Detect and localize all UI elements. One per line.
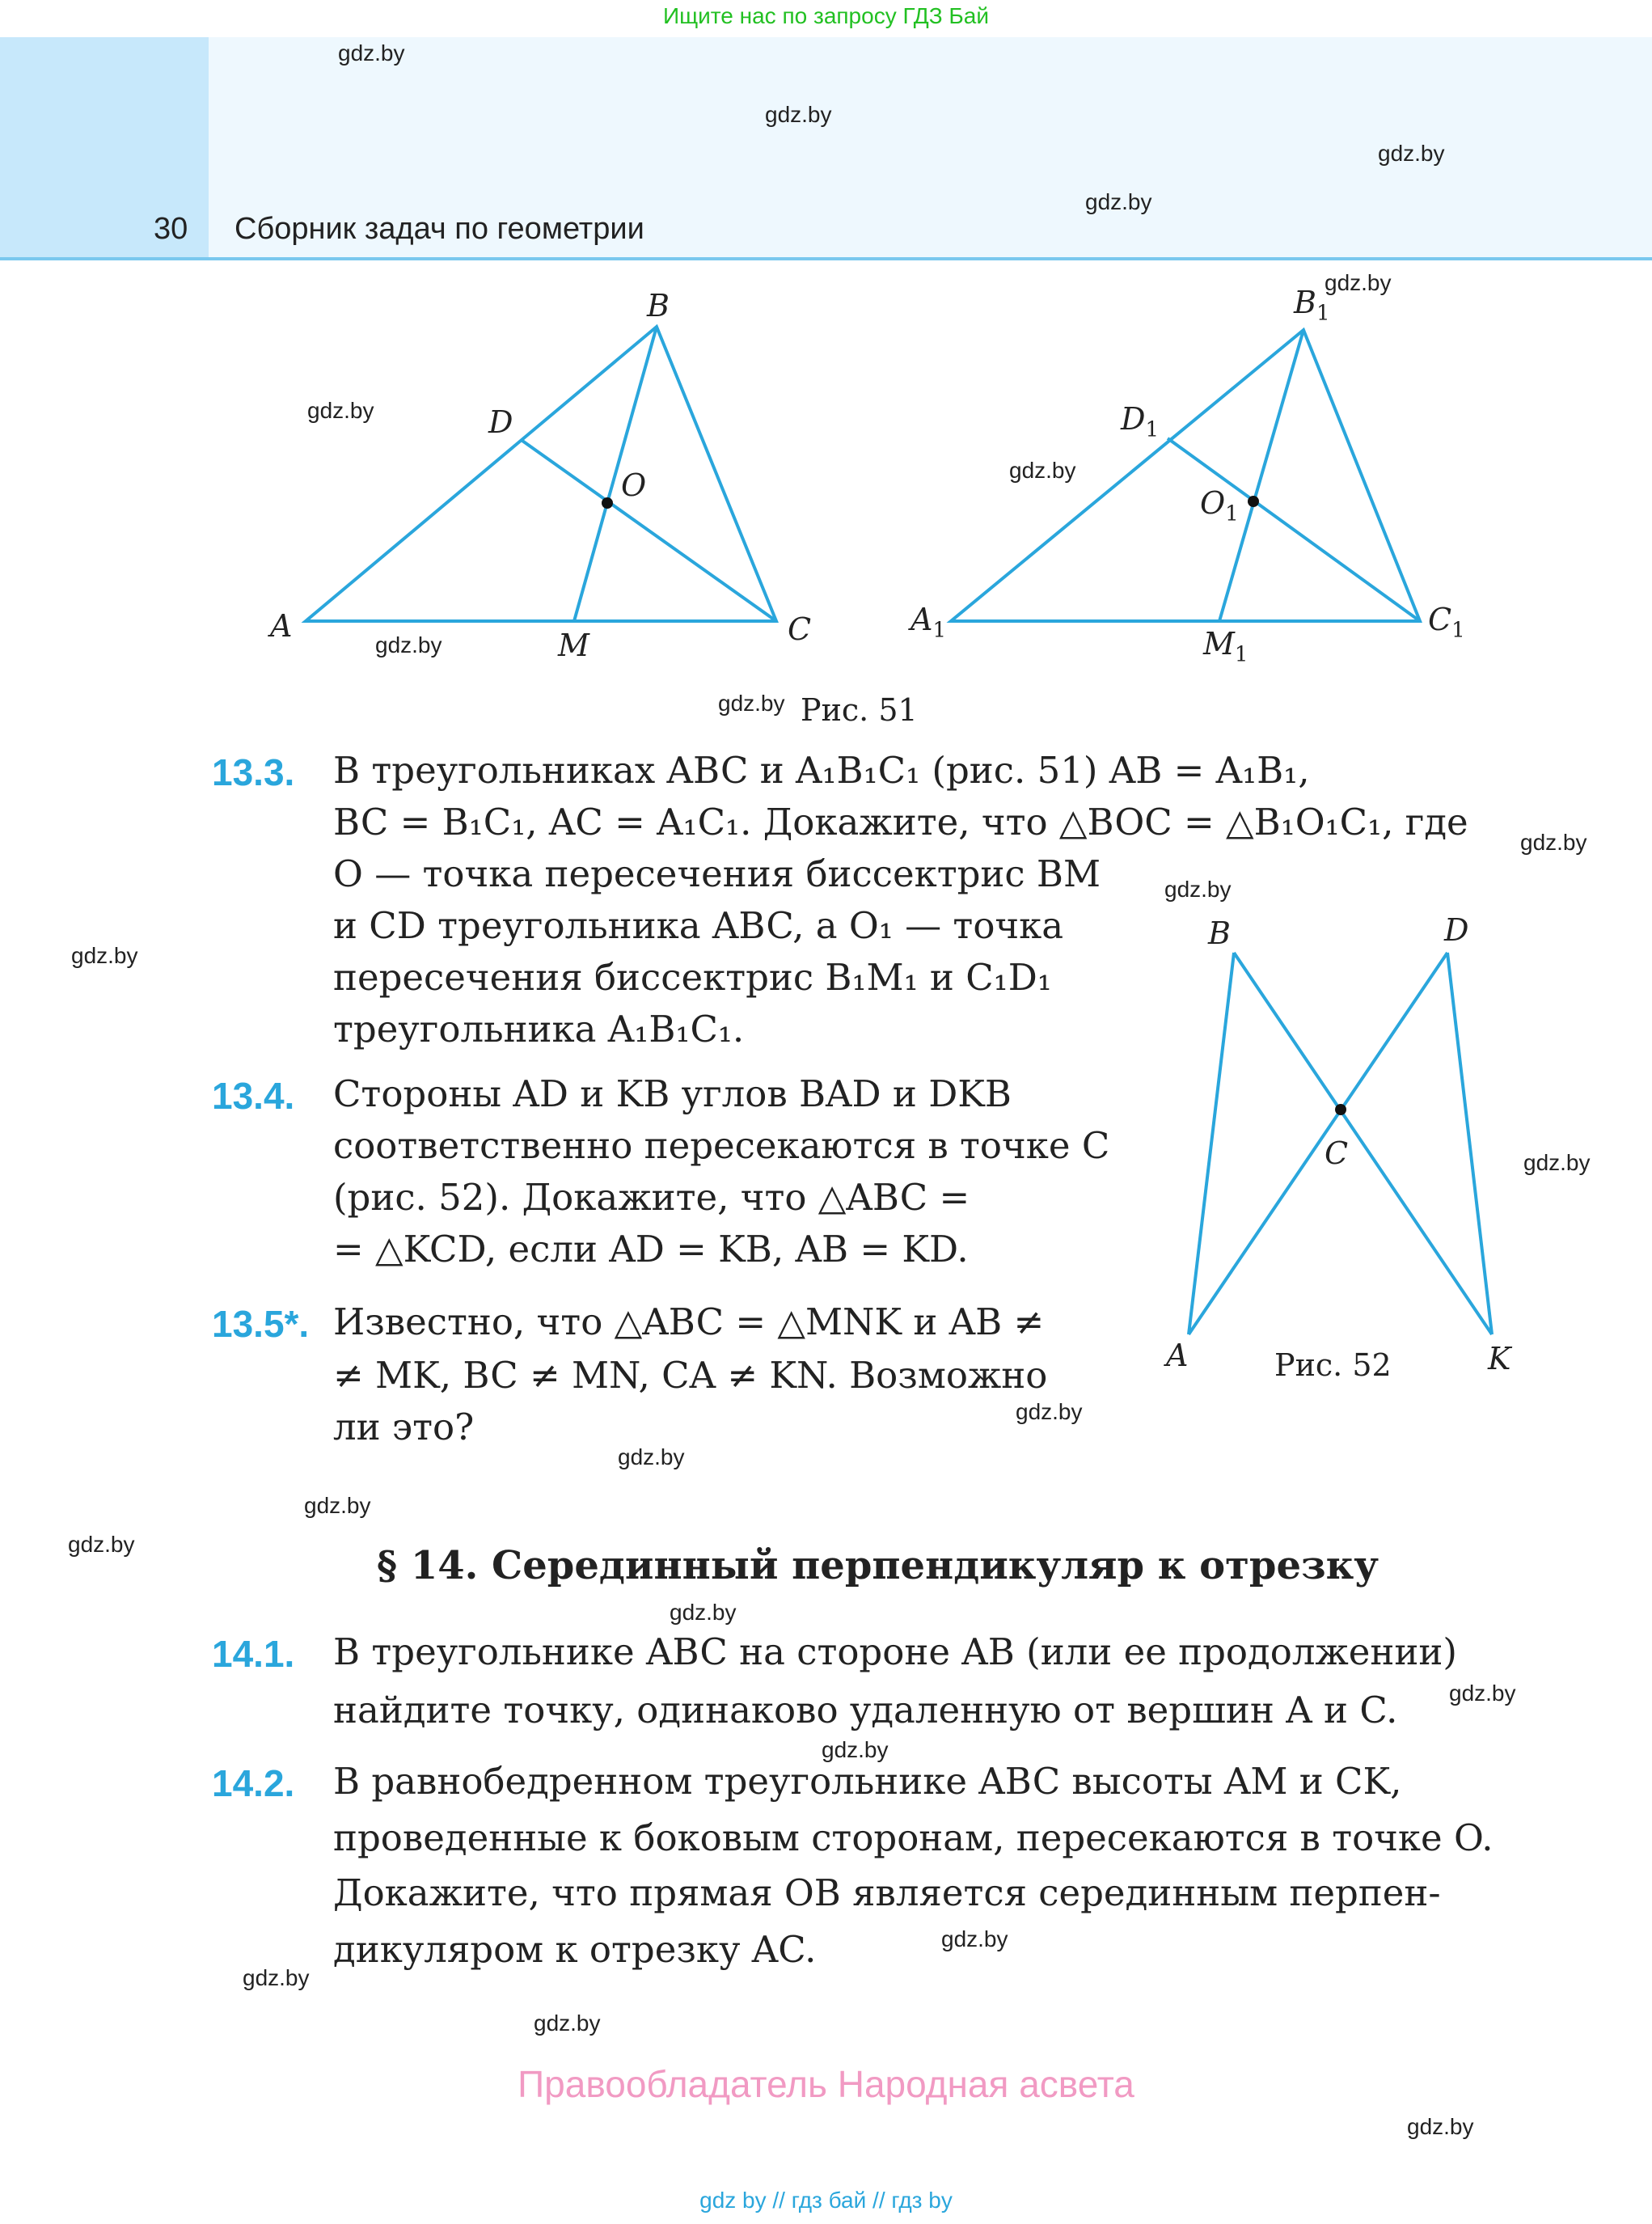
watermark: gdz.by <box>1325 270 1392 295</box>
label-m: M <box>558 628 589 663</box>
label-d: D <box>488 404 513 440</box>
label-o1: $O_1$ <box>1200 485 1239 526</box>
watermark: gdz.by <box>1449 1681 1516 1706</box>
problem-13-5-line: Известно, что △ABC = △MNK и AB ≠ <box>333 1300 1045 1343</box>
watermark: gdz.by <box>307 398 374 423</box>
problem-13-4-line: (рис. 52). Докажите, что △ABC = <box>333 1176 970 1219</box>
problem-number-13-4: 13.4. <box>212 1075 295 1117</box>
problem-14-2-line: В равнобедренном треугольнике ABC высоты AM и CK, <box>333 1760 1402 1803</box>
label-52-b: B <box>1208 915 1231 951</box>
label-d1: $D_1$ <box>1121 401 1160 442</box>
problem-13-3-line: O — точка пересечения биссектрис BM <box>333 852 1101 895</box>
watermark: gdz.by <box>1009 458 1076 483</box>
label-m1: $M_1$ <box>1203 626 1249 667</box>
problem-13-3-line: пересечения биссектрис B₁M₁ и C₁D₁ <box>333 956 1052 999</box>
problem-14-2-line: проведенные к боковым сторонам, пересекаются в точке O. <box>333 1816 1494 1859</box>
problem-14-2-line: Докажите, что прямая OB является серединным перпен- <box>333 1871 1441 1914</box>
label-o: O <box>621 467 647 503</box>
watermark: gdz.by <box>68 1532 135 1557</box>
top-notice[interactable]: Ищите нас по запросу ГДЗ Бай <box>662 3 990 28</box>
watermark: gdz.by <box>765 102 832 127</box>
label-a: A <box>270 608 293 644</box>
label-b1: $B_1$ <box>1294 285 1330 326</box>
point-o <box>602 497 613 509</box>
watermark: gdz.by <box>375 632 442 657</box>
label-52-d: D <box>1444 912 1469 948</box>
watermark: gdz.by <box>1016 1399 1083 1424</box>
section-title: § 14. Серединный перпендикуляр к отрезку <box>377 1543 1379 1588</box>
problem-14-1-line: В треугольнике ABC на стороне AB (или ее продолжении) <box>333 1630 1457 1673</box>
watermark: gdz.by <box>941 1926 1008 1951</box>
watermark: gdz.by <box>338 40 405 66</box>
watermark: gdz.by <box>1378 141 1445 166</box>
problem-13-3-line: и CD треугольника ABC, а O₁ — точка <box>333 904 1064 947</box>
watermark: gdz.by <box>243 1965 310 1990</box>
watermark: gdz.by <box>618 1444 685 1469</box>
problem-number-13-3: 13.3. <box>212 751 295 793</box>
problem-number-14-1: 14.1. <box>212 1633 295 1675</box>
label-52-k: K <box>1488 1341 1511 1376</box>
rights-holder: Правообладатель Народная асвета <box>518 2063 1134 2105</box>
point-o1 <box>1248 496 1259 507</box>
watermark: gdz.by <box>1164 877 1232 902</box>
label-c1: $C_1$ <box>1428 602 1465 643</box>
problem-14-1-line: найдите точку, одинаково удаленную от вершин A и C. <box>333 1689 1398 1731</box>
figure-52-caption: Рис. 52 <box>1274 1347 1392 1383</box>
figure-51-left <box>306 327 776 621</box>
problem-13-3-line: треугольника A₁B₁C₁. <box>333 1008 745 1051</box>
problem-13-4-line: соответственно пересекаются в точке C <box>333 1124 1110 1167</box>
problem-13-3-line: В треугольниках ABC и A₁B₁C₁ (рис. 51) AB = A₁B₁, <box>333 749 1310 792</box>
watermark: gdz.by <box>304 1493 371 1518</box>
problem-14-2-line: дикуляром к отрезку AC. <box>333 1928 817 1971</box>
label-b: B <box>647 288 670 323</box>
problem-13-5-line: ли это? <box>333 1406 475 1448</box>
problem-number-14-2: 14.2. <box>212 1762 295 1804</box>
label-52-a: A <box>1166 1338 1189 1373</box>
bisector-b1m1 <box>1219 330 1303 621</box>
watermark: gdz.by <box>534 2010 601 2036</box>
running-head: Сборник задач по геометрии <box>234 212 644 246</box>
problem-13-4-line: = △KCD, если AD = KB, AB = KD. <box>333 1228 969 1271</box>
label-a1: $A_1$ <box>911 602 946 643</box>
watermark: gdz.by <box>71 943 138 968</box>
watermark: gdz.by <box>670 1600 737 1625</box>
label-52-c: C <box>1325 1135 1349 1171</box>
watermark: gdz.by <box>1523 1150 1591 1175</box>
page-number: 30 <box>154 212 188 246</box>
watermark: gdz.by <box>822 1737 889 1762</box>
watermark: gdz.by <box>718 691 785 716</box>
point-c <box>1335 1104 1346 1115</box>
problem-number-13-5: 13.5*. <box>212 1303 310 1345</box>
label-c: C <box>788 611 812 647</box>
problem-13-5-line: ≠ MK, BC ≠ MN, CA ≠ KN. Возможно <box>333 1354 1048 1397</box>
watermark: gdz.by <box>1520 830 1587 855</box>
triangle-abc <box>306 327 776 621</box>
watermark: gdz.by <box>1407 2114 1474 2139</box>
problem-13-3-line: BC = B₁C₁, AC = A₁C₁. Докажите, что △BOC = △B₁O₁C₁, где <box>333 801 1468 844</box>
figure-51-caption: Рис. 51 <box>801 692 918 728</box>
footer-links[interactable]: gdz by // гдз бай // гдз by <box>699 2188 953 2213</box>
watermark: gdz.by <box>1085 189 1152 214</box>
problem-13-4-line: Стороны AD и KB углов BAD и DKB <box>333 1072 1012 1115</box>
